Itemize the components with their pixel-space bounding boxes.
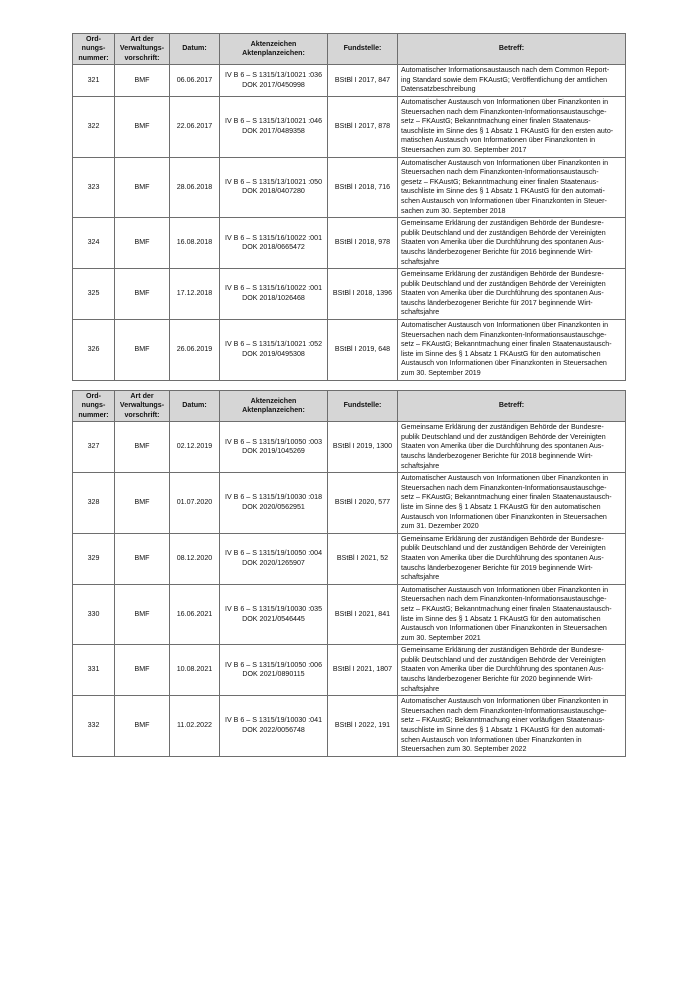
table-row <box>73 422 626 473</box>
table-header <box>73 391 626 422</box>
cell-ordnungsnummer: 322 <box>73 97 115 158</box>
cell-verwaltungsvorschrift-art: BMF <box>115 645 170 696</box>
cell-betreff: Gemeinsame Erklärung der zuständigen Behörde der Bundesre- publik Deutschland und der zuständigen Behörde der Vereinigten Staaten von Amerika über die Durchführung des spontanen Aus- tauschs länderbezogener Berichte für 2017 beginnende Wirt- schaftsjahre <box>398 269 626 320</box>
cell-verwaltungsvorschrift-art: BMF <box>115 696 170 757</box>
cell-fundstelle: BStBl I 2018, 1396 <box>328 269 398 320</box>
cell-datum: 26.06.2019 <box>170 320 220 381</box>
header-aktenzeichen: Aktenzeichen Aktenplanzeichen: <box>220 391 328 422</box>
cell-verwaltungsvorschrift-art: BMF <box>115 422 170 473</box>
header-fundstelle: Fundstelle: <box>328 34 398 65</box>
cell-fundstelle: BStBl I 2019, 648 <box>328 320 398 381</box>
cell-datum: 06.06.2017 <box>170 65 220 97</box>
cell-datum: 01.07.2020 <box>170 473 220 534</box>
header-verwaltungsvorschrift-art: Art der Verwaltungs- vorschrift: <box>115 34 170 65</box>
header-aktenzeichen: Aktenzeichen Aktenplanzeichen: <box>220 34 328 65</box>
table-header <box>73 34 626 65</box>
cell-verwaltungsvorschrift-art: BMF <box>115 533 170 584</box>
table-row <box>73 696 626 757</box>
cell-ordnungsnummer: 328 <box>73 473 115 534</box>
table-row <box>73 533 626 584</box>
table-row <box>73 320 626 381</box>
cell-betreff: Gemeinsame Erklärung der zuständigen Behörde der Bundesre- publik Deutschland und der zuständigen Behörde der Vereinigten Staaten von Amerika über die Durchführung des spontanen Aus- tauschs länderbezogener Berichte für 2019 beginnende Wirt- schaftsjahre <box>398 533 626 584</box>
header-datum: Datum: <box>170 34 220 65</box>
table-row <box>73 584 626 645</box>
cell-fundstelle: BStBl I 2021, 52 <box>328 533 398 584</box>
cell-datum: 16.06.2021 <box>170 584 220 645</box>
cell-datum: 28.06.2018 <box>170 157 220 218</box>
cell-aktenzeichen: IV B 6 – S 1315/19/10030 :035 DOK 2021/0546445 <box>220 584 328 645</box>
cell-fundstelle: BStBl I 2018, 716 <box>328 157 398 218</box>
cell-datum: 11.02.2022 <box>170 696 220 757</box>
header-row <box>73 391 626 422</box>
cell-verwaltungsvorschrift-art: BMF <box>115 97 170 158</box>
cell-fundstelle: BStBl I 2022, 191 <box>328 696 398 757</box>
register-table-1 <box>72 33 626 381</box>
cell-datum: 22.06.2017 <box>170 97 220 158</box>
cell-datum: 10.08.2021 <box>170 645 220 696</box>
cell-aktenzeichen: IV B 6 – S 1315/13/10021 :036 DOK 2017/0450998 <box>220 65 328 97</box>
cell-ordnungsnummer: 326 <box>73 320 115 381</box>
cell-betreff: Automatischer Austausch von Informationen über Finanzkonten in Steuersachen nach dem Finanzkonten-Informationsaustauschge- setz – FKAustG; Bekanntmachung einer finalen Staatenaustausch- liste im Sinne des § 1 Absatz 1 FKAustG für den automatischen Austausch von Informationen über Finanzkonten in Steuersachen zum 30. September 2019 <box>398 320 626 381</box>
cell-betreff: Gemeinsame Erklärung der zuständigen Behörde der Bundesre- publik Deutschland und der zuständigen Behörde der Vereinigten Staaten von Amerika über die Durchführung des spontanen Aus- tauschs länderbezogener Berichte für 2016 beginnende Wirt- schaftsjahre <box>398 218 626 269</box>
cell-verwaltungsvorschrift-art: BMF <box>115 157 170 218</box>
cell-betreff: Gemeinsame Erklärung der zuständigen Behörde der Bundesre- publik Deutschland und der zuständigen Behörde der Vereinigten Staaten von Amerika über die Durchführung des spontanen Aus- tauschs länderbezogener Berichte für 2020 beginnende Wirt- schaftsjahre <box>398 645 626 696</box>
cell-ordnungsnummer: 321 <box>73 65 115 97</box>
cell-verwaltungsvorschrift-art: BMF <box>115 320 170 381</box>
cell-betreff: Automatischer Austausch von Informationen über Finanzkonten in Steuersachen nach dem Finanzkonten-Informationsaustauschge- setz – FKAustG; Bekanntmachung einer vorläufigen Staatenaus- tauschliste im Sinne des § 1 Absatz 1 FKAustG für den automati- schen Austausch von Informationen über Finanzkonten in Steuersachen zum 30. September 2022 <box>398 696 626 757</box>
cell-datum: 02.12.2019 <box>170 422 220 473</box>
cell-aktenzeichen: IV B 6 – S 1315/19/10050 :003 DOK 2019/1045269 <box>220 422 328 473</box>
table-body <box>73 65 626 380</box>
cell-verwaltungsvorschrift-art: BMF <box>115 473 170 534</box>
cell-datum: 16.08.2018 <box>170 218 220 269</box>
cell-aktenzeichen: IV B 6 – S 1315/16/10022 :001 DOK 2018/1026468 <box>220 269 328 320</box>
cell-fundstelle: BStBl I 2021, 1807 <box>328 645 398 696</box>
header-ordnungsnummer: Ord- nungs- nummer: <box>73 34 115 65</box>
header-row <box>73 34 626 65</box>
cell-datum: 17.12.2018 <box>170 269 220 320</box>
cell-aktenzeichen: IV B 6 – S 1315/16/10022 :001 DOK 2018/0665472 <box>220 218 328 269</box>
cell-fundstelle: BStBl I 2018, 978 <box>328 218 398 269</box>
cell-fundstelle: BStBl I 2020, 577 <box>328 473 398 534</box>
cell-fundstelle: BStBl I 2017, 847 <box>328 65 398 97</box>
table-row <box>73 473 626 534</box>
cell-aktenzeichen: IV B 6 – S 1315/19/10030 :041 DOK 2022/0056748 <box>220 696 328 757</box>
cell-aktenzeichen: IV B 6 – S 1315/13/10021 :052 DOK 2019/0495308 <box>220 320 328 381</box>
cell-ordnungsnummer: 330 <box>73 584 115 645</box>
header-betreff: Betreff: <box>398 34 626 65</box>
cell-ordnungsnummer: 327 <box>73 422 115 473</box>
cell-ordnungsnummer: 325 <box>73 269 115 320</box>
cell-betreff: Automatischer Austausch von Informationen über Finanzkonten in Steuersachen nach dem Finanzkonten-Informationsaustauschge- setz – FKAustG; Bekanntmachung einer finalen Staatenaus- tauschliste im Sinne des § 1 Absatz 1 FKAustG für den ersten auto- matischen Austausch von Informationen über Finanzkonten in Steuersachen zum 30. September 2017 <box>398 97 626 158</box>
cell-ordnungsnummer: 329 <box>73 533 115 584</box>
cell-betreff: Automatischer Austausch von Informationen über Finanzkonten in Steuersachen nach dem Finanzkonten-Informationsaustausch- gesetz – FKAustG; Bekanntmachung einer finalen Staatenaus- tauschliste im Sinne des § 1 Absatz 1 FKAustG für den automati- schen Austausch von Informationen über Finanzkonten in Steuer- sachen zum 30. September 2018 <box>398 157 626 218</box>
cell-ordnungsnummer: 331 <box>73 645 115 696</box>
cell-aktenzeichen: IV B 6 – S 1315/19/10030 :018 DOK 2020/0562951 <box>220 473 328 534</box>
cell-verwaltungsvorschrift-art: BMF <box>115 65 170 97</box>
cell-fundstelle: BStBl I 2017, 878 <box>328 97 398 158</box>
cell-aktenzeichen: IV B 6 – S 1315/19/10050 :006 DOK 2021/0890115 <box>220 645 328 696</box>
cell-aktenzeichen: IV B 6 – S 1315/13/10021 :050 DOK 2018/0407280 <box>220 157 328 218</box>
cell-betreff: Gemeinsame Erklärung der zuständigen Behörde der Bundesre- publik Deutschland und der zuständigen Behörde der Vereinigten Staaten von Amerika über die Durchführung des spontanen Aus- tauschs länderbezogener Berichte für 2018 beginnende Wirt- schaftsjahre <box>398 422 626 473</box>
cell-ordnungsnummer: 332 <box>73 696 115 757</box>
cell-aktenzeichen: IV B 6 – S 1315/19/10050 :004 DOK 2020/1265907 <box>220 533 328 584</box>
cell-verwaltungsvorschrift-art: BMF <box>115 269 170 320</box>
cell-verwaltungsvorschrift-art: BMF <box>115 218 170 269</box>
cell-ordnungsnummer: 323 <box>73 157 115 218</box>
header-datum: Datum: <box>170 391 220 422</box>
cell-aktenzeichen: IV B 6 – S 1315/13/10021 :046 DOK 2017/0489358 <box>220 97 328 158</box>
table-row <box>73 157 626 218</box>
header-verwaltungsvorschrift-art: Art der Verwaltungs- vorschrift: <box>115 391 170 422</box>
cell-betreff: Automatischer Austausch von Informationen über Finanzkonten in Steuersachen nach dem Finanzkonten-Informationsaustauschge- setz – FKAustG; Bekanntmachung einer finalen Staatenaustausch- liste im Sinne des § 1 Absatz 1 FKAustG für den automatischen Austausch von Informationen über Finanzkonten in Steuersachen zum 31. Dezember 2020 <box>398 473 626 534</box>
cell-ordnungsnummer: 324 <box>73 218 115 269</box>
table-row <box>73 218 626 269</box>
header-ordnungsnummer: Ord- nungs- nummer: <box>73 391 115 422</box>
cell-verwaltungsvorschrift-art: BMF <box>115 584 170 645</box>
cell-datum: 08.12.2020 <box>170 533 220 584</box>
cell-fundstelle: BStBl I 2019, 1300 <box>328 422 398 473</box>
header-fundstelle: Fundstelle: <box>328 391 398 422</box>
table-row <box>73 645 626 696</box>
table-row <box>73 269 626 320</box>
header-betreff: Betreff: <box>398 391 626 422</box>
table-row <box>73 97 626 158</box>
cell-betreff: Automatischer Austausch von Informationen über Finanzkonten in Steuersachen nach dem Finanzkonten-Informationsaustauschge- setz – FKAustG; Bekanntmachung einer finalen Staatenaustausch- liste im Sinne des § 1 Absatz 1 FKAustG für den automatischen Austausch von Informationen über Finanzkonten in Steuersachen zum 30. September 2021 <box>398 584 626 645</box>
cell-fundstelle: BStBl I 2021, 841 <box>328 584 398 645</box>
register-table-2 <box>72 390 626 757</box>
table-row <box>73 65 626 97</box>
table-body <box>73 422 626 757</box>
cell-betreff: Automatischer Informationsaustausch nach dem Common Report- ing Standard sowie dem FKAustG; Veröffentlichung der amtlichen Datensatzbeschreibung <box>398 65 626 97</box>
